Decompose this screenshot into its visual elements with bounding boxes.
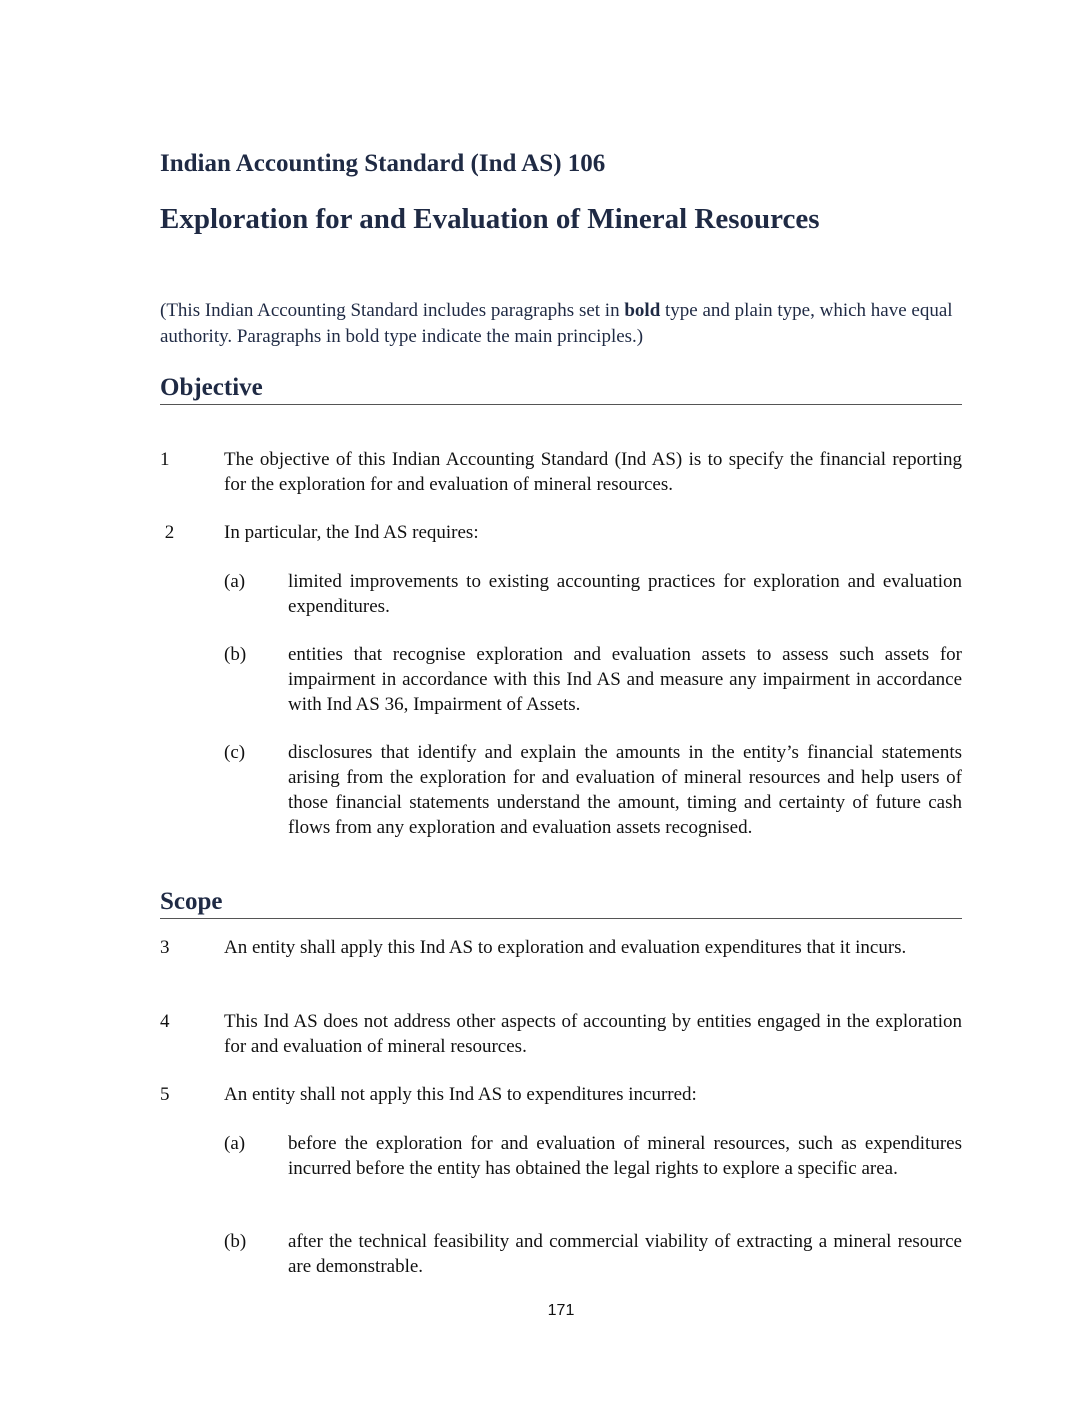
objective-heading: Objective [160, 374, 962, 405]
subitem-text: disclosures that identify and explain the amounts in the entity’s financial statements arising from the exploration for and evaluation of mineral resources and help users of those financial statements understand the amount, timing and certainty of future cash flows from any exploration and evaluation assets recognised. [288, 742, 962, 838]
subitem-label: (b) [224, 1231, 247, 1252]
intro-bold-word: bold [624, 300, 661, 321]
paragraph-4 [160, 1009, 962, 1059]
subitem-2a [224, 569, 962, 619]
paragraph-5 [160, 1082, 962, 1107]
paragraph-text: An entity shall apply this Ind AS to exploration and evaluation expenditures that it incurs. [224, 937, 907, 958]
subitem-2c [224, 740, 962, 840]
paragraph-text: This Ind AS does not address other aspects of accounting by entities engaged in the exploration for and evaluation of mineral resources. [224, 1011, 962, 1057]
paragraph-number: 3 [160, 937, 170, 958]
paragraph-2 [160, 520, 962, 545]
subitem-text: before the exploration for and evaluation of mineral resources, such as expenditures incurred before the entity has obtained the legal rights to explore a specific area. [288, 1133, 962, 1179]
subitem-2b [224, 642, 962, 717]
paragraph-3 [160, 935, 962, 960]
paragraph-number: 1 [160, 449, 170, 470]
subitem-label: (a) [224, 1133, 246, 1154]
subitem-text: limited improvements to existing accounting practices for exploration and evaluation expenditures. [288, 571, 962, 617]
paragraph-number: 2 [160, 522, 175, 543]
subitem-text: after the technical feasibility and commercial viability of extracting a mineral resource are demonstrable. [288, 1231, 962, 1277]
document-page [160, 0, 962, 1408]
standard-title: Indian Accounting Standard (Ind AS) 106 [160, 150, 606, 177]
paragraph-text: An entity shall not apply this Ind AS to expenditures incurred: [224, 1084, 697, 1105]
subitem-label: (b) [224, 644, 247, 665]
paragraph-1 [160, 447, 962, 497]
paragraph-number: 5 [160, 1084, 170, 1105]
subitem-label: (c) [224, 742, 246, 763]
subitem-5a [224, 1131, 962, 1181]
paragraph-number: 4 [160, 1011, 170, 1032]
paragraph-text: In particular, the Ind AS requires: [224, 522, 479, 543]
subitem-text: entities that recognise exploration and evaluation assets to assess such assets for impairment in accordance with this Ind AS and measure any impairment in accordance with Ind AS 36, Impairment of Assets. [288, 644, 962, 715]
paragraph-text: The objective of this Indian Accounting Standard (Ind AS) is to specify the financial reporting for the exploration for and evaluation of mineral resources. [224, 449, 962, 495]
intro-text-part1: (This Indian Accounting Standard includes paragraphs set in [160, 300, 625, 321]
page-number: 171 [547, 1302, 575, 1319]
scope-heading: Scope [160, 888, 962, 919]
intro-paragraph [160, 298, 962, 350]
intro-text-part2: type and plain type, which have equal authority. Paragraphs in bold type indicate the main principles.) [160, 300, 953, 347]
subitem-label: (a) [224, 571, 246, 592]
subject-title: Exploration for and Evaluation of Mineral Resources [160, 203, 820, 235]
subitem-5b [224, 1229, 962, 1279]
